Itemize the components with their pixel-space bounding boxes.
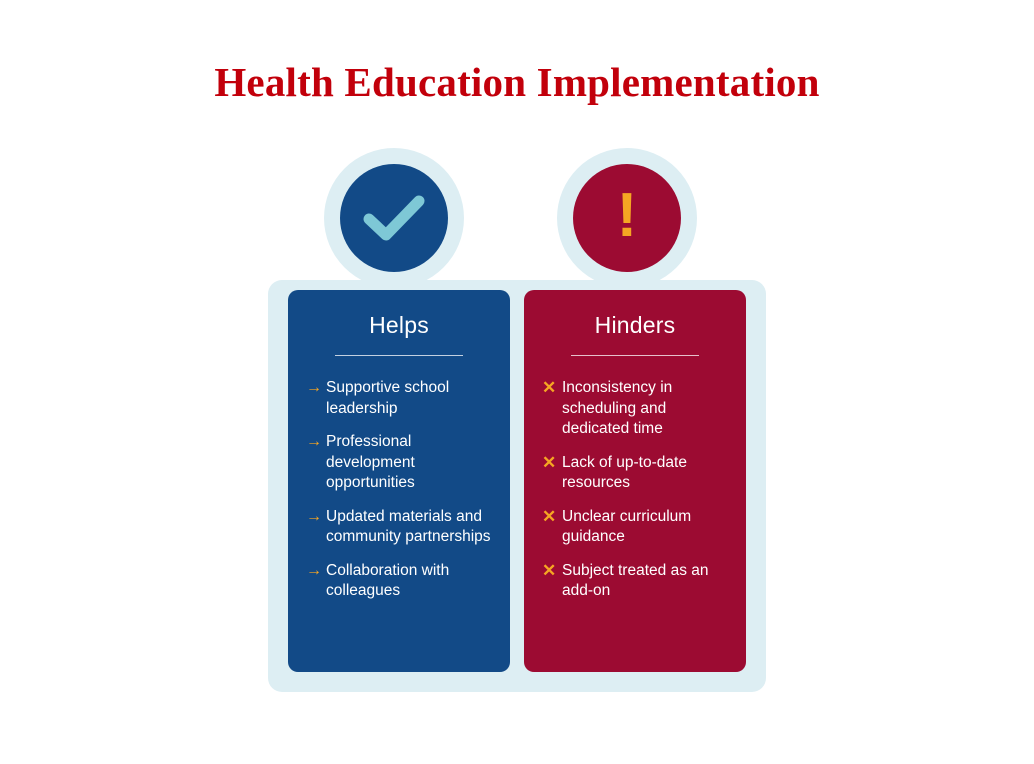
check-badge [324, 148, 464, 288]
list-item-label: Subject treated as an add-on [562, 561, 709, 599]
cross-icon: ✕ [542, 452, 557, 472]
exclamation-badge [557, 148, 697, 288]
list-item-label: Inconsistency in scheduling and dedicated time [562, 379, 673, 437]
list-item-label: Unclear curriculum guidance [562, 507, 692, 545]
cross-icon: ✕ [542, 506, 557, 526]
list-item [542, 507, 728, 548]
exclamation-icon: ! [616, 181, 638, 250]
cross-icon: ✕ [542, 378, 557, 397]
helps-column [288, 290, 510, 672]
list-item-label: Collaboration with colleagues [326, 561, 450, 599]
hinders-list [542, 378, 728, 602]
hinders-heading: Hinders [594, 312, 676, 338]
list-item [306, 507, 492, 548]
list-item [306, 561, 492, 602]
list-item-label: Professional development opportunities [326, 433, 415, 491]
hinders-column [524, 290, 746, 672]
page-title: Health Education Implementation [214, 59, 820, 105]
helps-heading: Helps [369, 312, 429, 338]
exclamation-badge-inner [573, 164, 681, 272]
check-icon [363, 194, 425, 242]
list-item [542, 453, 728, 494]
helps-divider [335, 355, 463, 356]
list-item [542, 561, 728, 602]
columns-container [288, 290, 746, 672]
check-badge-inner [340, 164, 448, 272]
arrow-right-icon: → [306, 561, 322, 579]
list-item-label: Updated materials and community partnerships [326, 507, 491, 545]
arrow-right-icon: → [306, 507, 322, 525]
hinders-divider [571, 355, 699, 356]
arrow-right-icon: → [306, 433, 322, 450]
list-item [542, 378, 728, 440]
cross-icon: ✕ [542, 560, 557, 580]
helps-list [306, 378, 492, 602]
list-item [306, 378, 492, 419]
list-item-label: Supportive school leadership [326, 379, 450, 417]
list-item [306, 432, 492, 494]
arrow-right-icon: → [306, 379, 322, 396]
list-item-label: Lack of up-to-date resources [562, 453, 687, 491]
